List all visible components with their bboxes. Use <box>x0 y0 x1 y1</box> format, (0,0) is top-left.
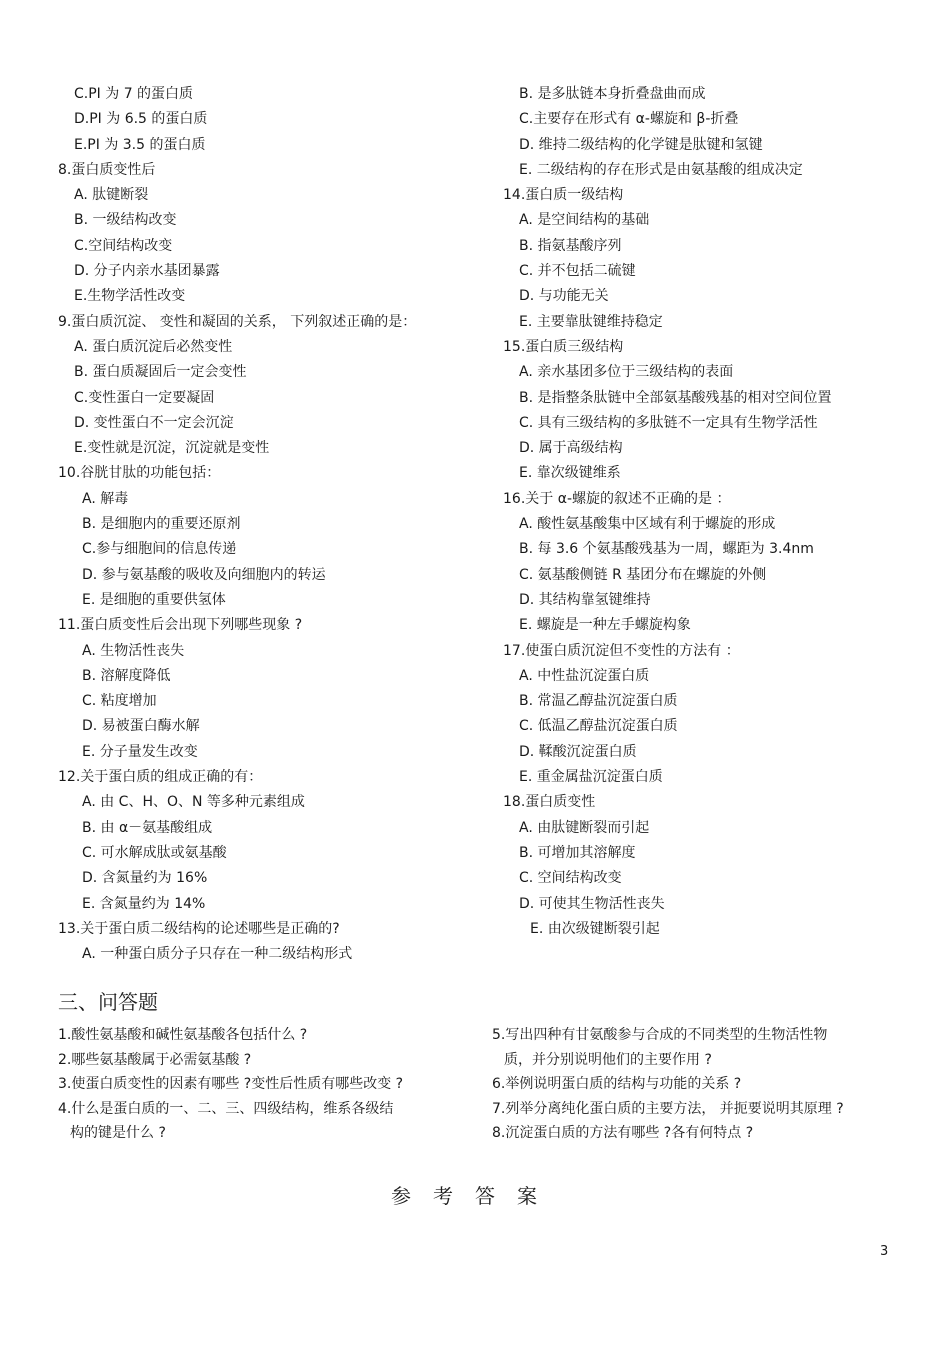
qa-left-column <box>58 1023 478 1146</box>
question-line: 17.使蛋白质沉淀但不变性的方法有 ： <box>503 642 740 659</box>
question-line: B. 可增加其溶解度 <box>519 844 636 861</box>
question-line: 16.关于 α-螺旋的叙述不正确的是 ： <box>503 490 731 507</box>
page-number: 3 <box>880 1244 889 1259</box>
question-line: C. 并不包括二硫键 <box>519 263 636 280</box>
question-line: C. 空间结构改变 <box>519 870 622 887</box>
question-line: A. 亲水基团多位于三级结构的表面 <box>519 364 734 381</box>
question-line: C. 具有三级结构的多肽链不一定具有生物学活性 <box>519 414 818 431</box>
question-line: A. 由 C、H、O、N 等多种元素组成 <box>82 794 305 811</box>
question-line: D. 与功能无关 <box>519 288 609 305</box>
question-line: A. 中性盐沉淀蛋白质 <box>519 667 650 684</box>
question-line: D.PI 为 6.5 的蛋白质 <box>74 111 208 128</box>
answer-title: 参考答案 <box>391 1184 559 1208</box>
question-line: A. 一种蛋白质分子只存在一种二级结构形式 <box>82 946 353 963</box>
question-line: 9.蛋白质沉淀、 变性和凝固的关系， 下列叙述正确的是： <box>58 313 417 330</box>
question-line: B. 蛋白质凝固后一定会变性 <box>74 364 247 381</box>
question-line: 15.蛋白质三级结构 <box>503 338 624 355</box>
question-line: B. 是细胞内的重要还原剂 <box>82 516 241 533</box>
question-line: B. 常温乙醇盐沉淀蛋白质 <box>519 693 678 710</box>
question-line: 18.蛋白质变性 <box>503 794 596 811</box>
question-line: E. 含氮量约为 14% <box>82 895 206 912</box>
question-line: C.空间结构改变 <box>74 237 173 254</box>
qa-question: 7.列举分离纯化蛋白质的主要方法， 并扼要说明其原理 ? <box>492 1100 844 1117</box>
question-line: B. 由 α－氨基酸组成 <box>82 819 213 836</box>
question-line: D. 属于高级结构 <box>519 440 623 457</box>
question-line: C. 粘度增加 <box>82 693 157 710</box>
question-line: A. 酸性氨基酸集中区域有利于螺旋的形成 <box>519 516 776 533</box>
question-line: A. 肽键断裂 <box>74 187 149 204</box>
question-line: E. 二级结构的存在形式是由氨基酸的组成决定 <box>519 161 803 178</box>
question-line: D. 参与氨基酸的吸收及向细胞内的转运 <box>82 566 326 583</box>
question-line: E. 分子量发生改变 <box>82 743 198 760</box>
question-line: E.生物学活性改变 <box>74 288 186 305</box>
question-line: B. 指氨基酸序列 <box>519 237 622 254</box>
question-line: D. 分子内亲水基团暴露 <box>74 263 220 280</box>
question-line: E. 靠次级键维系 <box>519 465 621 482</box>
question-line: A. 生物活性丧失 <box>82 642 185 659</box>
right-column <box>503 82 913 942</box>
question-line: A. 解毒 <box>82 490 129 507</box>
question-line: A. 蛋白质沉淀后必然变性 <box>74 338 233 355</box>
qa-question: 8.沉淀蛋白质的方法有哪些 ?各有何特点 ? <box>492 1125 754 1141</box>
question-line: B. 是多肽链本身折叠盘曲而成 <box>519 86 706 102</box>
qa-question: 质，并分别说明他们的主要作用 ? <box>504 1051 712 1068</box>
qa-question: 构的键是什么 ? <box>70 1125 166 1141</box>
question-line: C.变性蛋白一定要凝固 <box>74 389 215 406</box>
question-line: B. 一级结构改变 <box>74 212 177 229</box>
question-line: E. 是细胞的重要供氢体 <box>82 591 226 608</box>
section-title: 三、问答题 <box>58 990 158 1014</box>
question-line: 11.蛋白质变性后会出现下列哪些现象 ? <box>58 617 303 634</box>
left-column <box>58 82 478 967</box>
question-line: C. 氨基酸侧链 R 基团分布在螺旋的外侧 <box>519 566 767 583</box>
question-line: B. 是指整条肽链中全部氨基酸残基的相对空间位置 <box>519 389 832 406</box>
question-line: E.PI 为 3.5 的蛋白质 <box>74 136 206 153</box>
question-line: D. 易被蛋白酶水解 <box>82 718 200 735</box>
question-line: C.参与细胞间的信息传递 <box>82 541 237 558</box>
qa-question: 1.酸性氨基酸和碱性氨基酸各包括什么 ? <box>58 1027 308 1043</box>
question-line: 12.关于蛋白质的组成正确的有： <box>58 769 263 786</box>
qa-question: 5.写出四种有甘氨酸参与合成的不同类型的生物活性物 <box>492 1027 828 1043</box>
question-line: 10.谷胱甘肽的功能包括： <box>58 465 221 482</box>
qa-question: 2.哪些氨基酸属于必需氨基酸 ? <box>58 1051 252 1068</box>
question-line: D. 变性蛋白不一定会沉淀 <box>74 414 234 431</box>
question-line: D. 可使其生物活性丧失 <box>519 895 665 912</box>
question-line: E. 螺旋是一种左手螺旋构象 <box>519 617 691 634</box>
qa-question: 4.什么是蛋白质的一、二、三、四级结构，维系各级结 <box>58 1100 394 1117</box>
question-line: A. 由肽键断裂而引起 <box>519 819 650 836</box>
question-line: D. 含氮量约为 16% <box>82 870 208 887</box>
question-line: A. 是空间结构的基础 <box>519 212 650 229</box>
question-line: C.PI 为 7 的蛋白质 <box>74 86 194 102</box>
question-line: C.主要存在形式有 α-螺旋和 β-折叠 <box>519 111 739 128</box>
question-line: E. 重金属盐沉淀蛋白质 <box>519 769 663 786</box>
question-line: C. 低温乙醇盐沉淀蛋白质 <box>519 718 678 735</box>
question-line: E. 由次级键断裂引起 <box>530 920 660 937</box>
qa-right-column <box>492 1023 912 1146</box>
qa-question: 3.使蛋白质变性的因素有哪些 ?变性后性质有哪些改变 ? <box>58 1076 404 1092</box>
question-line: E.变性就是沉淀，沉淀就是变性 <box>74 440 270 457</box>
question-line: 13.关于蛋白质二级结构的论述哪些是正确的? <box>58 920 340 937</box>
question-line: 8.蛋白质变性后 <box>58 161 156 178</box>
question-line: C. 可水解成肽或氨基酸 <box>82 844 227 861</box>
question-line: E. 主要靠肽键维持稳定 <box>519 313 663 330</box>
qa-question: 6.举例说明蛋白质的结构与功能的关系 ? <box>492 1076 742 1092</box>
question-line: B. 溶解度降低 <box>82 667 171 684</box>
question-line: B. 每 3.6 个氨基酸残基为一周，螺距为 3.4nm <box>519 541 814 558</box>
question-line: 14.蛋白质一级结构 <box>503 187 624 204</box>
question-line: D. 鞣酸沉淀蛋白质 <box>519 743 637 760</box>
question-line: D. 维持二级结构的化学键是肽键和氢键 <box>519 136 763 153</box>
question-line: D. 其结构靠氢键维持 <box>519 591 651 608</box>
